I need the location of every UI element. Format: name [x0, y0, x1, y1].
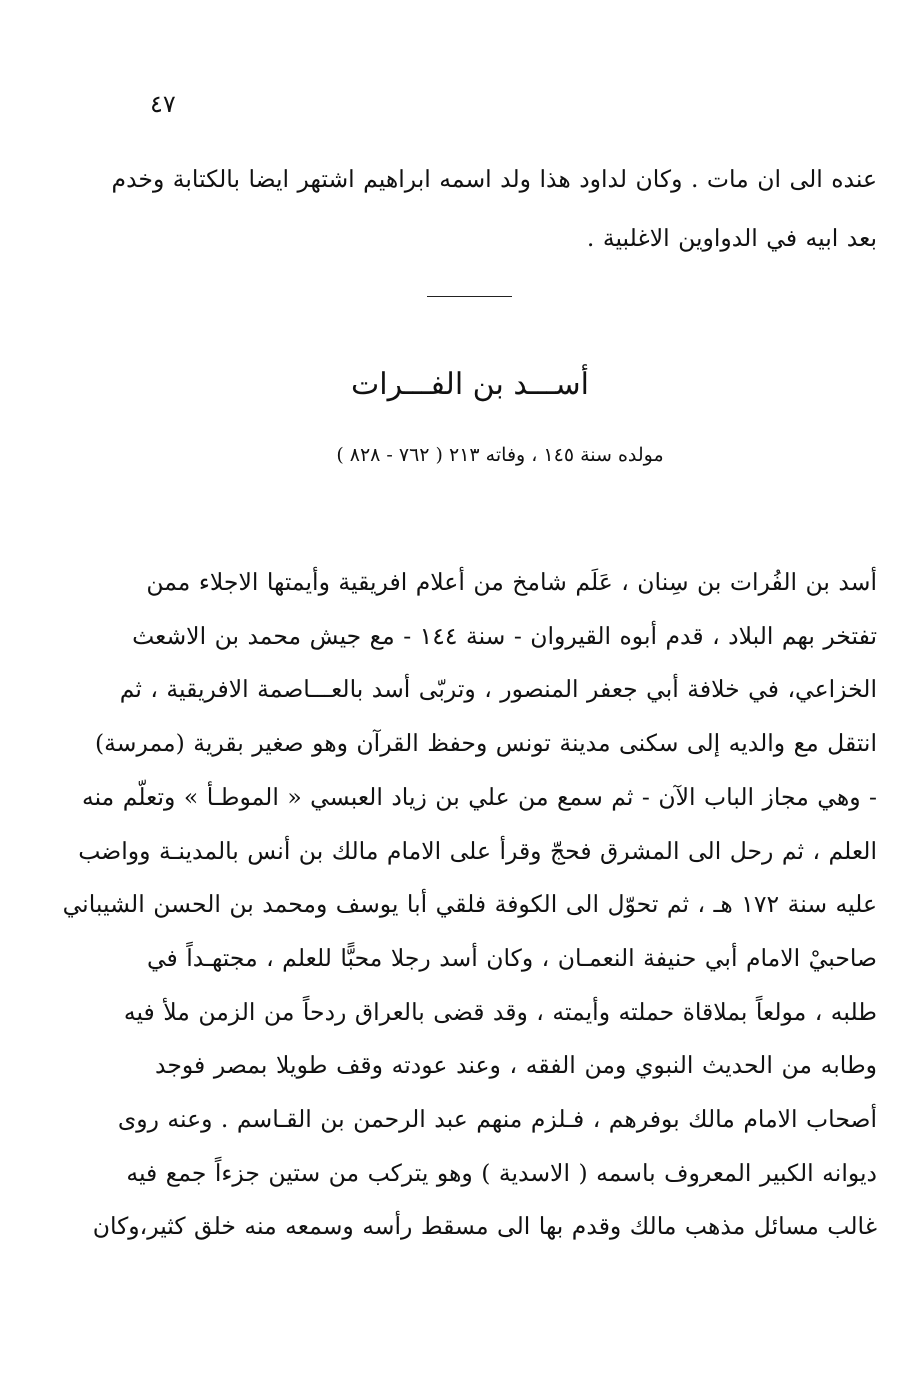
body-line: انتقل مع والديه إلى سكنى مدينة تونس وحفظ القرآن وهو صغير بقرية (ممرسة)	[95, 729, 877, 758]
body-line: - وهي مجاز الباب الآن - ثم سمع من علي بن زياد العبسي « الموطـأ » وتعلّم منه	[81, 782, 877, 811]
body-paragraph	[62, 556, 877, 1254]
intro-paragraph	[111, 150, 877, 268]
body-line: عليه سنة ١٧٢ هـ ، ثم تحوّل الى الكوفة فلقي أبا يوسف ومحمد بن الحسن الشيباني	[62, 890, 877, 919]
chapter-subtitle: مولده سنة ١٤٥ ، وفاته ٢١٣ ( ٧٦٢ - ٨٢٨ )	[336, 444, 664, 466]
page-number: ٤٧	[150, 90, 176, 118]
body-line: طلبه ، مولعاً بملاقاة حملته وأيمته ، وقد قضى بالعراق ردحاً من الزمن ملأ فيه	[123, 997, 877, 1026]
body-line: أسد بن الفُرات بن سِنان ، عَلَم شامخ من أعلام افريقية وأيمتها الاجلاء ممن	[146, 568, 877, 596]
body-line: غالب مسائل مذهب مالك وقدم بها الى مسقط رأسه وسمعه منه خلق كثير،وكان	[92, 1212, 877, 1241]
section-divider	[427, 296, 512, 297]
body-line: الخزاعي، في خلافة أبي جعفر المنصور ، وتربّى أسد بالعـــاصمة الافريقية ، ثم	[119, 675, 877, 704]
body-line: العلم ، ثم رحل الى المشرق فحجّ وقرأ على الامام مالك بن أنس بالمدينـة وواضب	[78, 836, 877, 865]
chapter-title: أســـد بن الفـــرات	[351, 367, 589, 402]
intro-line: بعد ابيه في الدواوين الاغلبية .	[586, 224, 877, 252]
body-line: أصحاب الامام مالك بوفرهم ، فـلزم منهم عبد الرحمن بن القـاسم . وعنه روى	[117, 1105, 877, 1134]
body-line: ديوانه الكبير المعروف باسمه ( الاسدية ) وهو يتركب من ستين جزءاً جمع فيه	[126, 1158, 877, 1187]
body-line: صاحبيْ الامام أبي حنيفة النعمـان ، وكان أسد رجلا محبًّا للعلم ، مجتهـداً في	[146, 943, 877, 972]
body-line: وطابه من الحديث النبوي ومن الفقه ، وعند عودته وقف طويلا بمصر فوجد	[155, 1051, 877, 1080]
intro-line: عنده الى ان مات . وكان لداود هذا ولد اسمه ابراهيم اشتهر ايضا بالكتابة وخدم	[111, 165, 877, 193]
body-line: تفتخر بهم البلاد ، قدم أبوه القيروان - سنة ١٤٤ - مع جيش محمد بن الاشعث	[132, 621, 877, 650]
